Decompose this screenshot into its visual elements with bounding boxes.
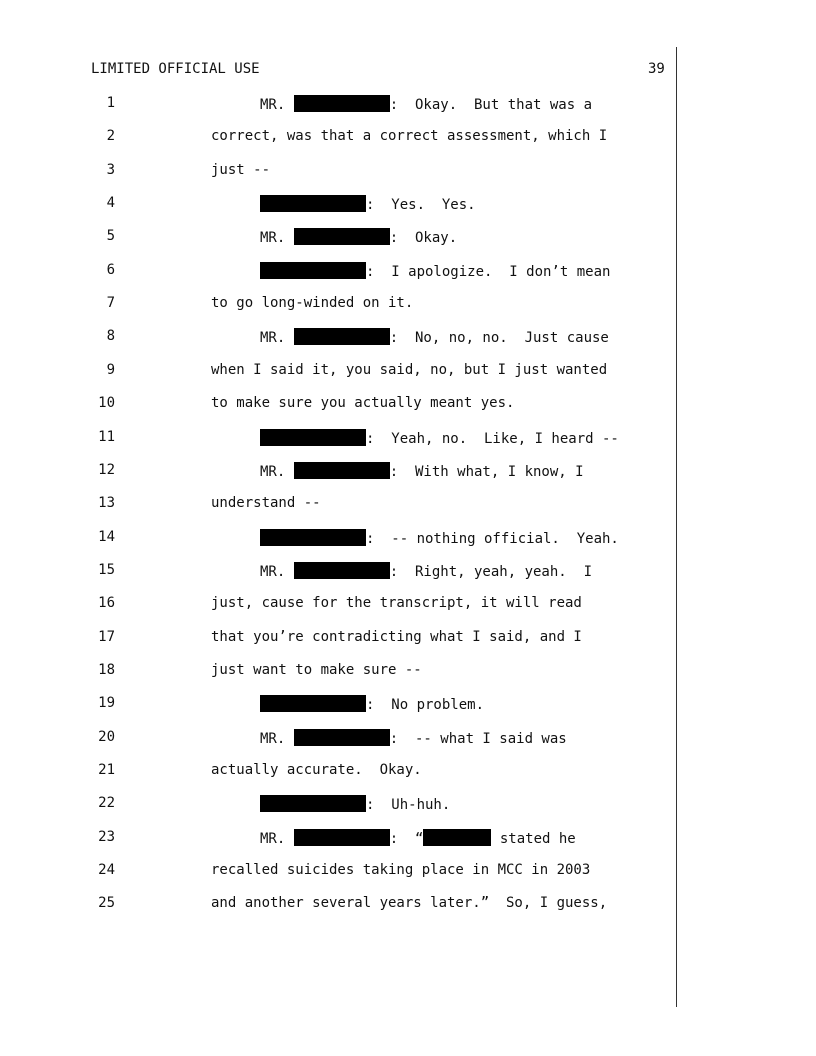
line-number: 5 xyxy=(106,228,115,244)
spoken-text: just -- xyxy=(211,162,271,178)
line-text xyxy=(211,162,270,178)
line-number: 23 xyxy=(98,829,115,845)
line-text xyxy=(260,328,609,346)
transcript-line xyxy=(0,895,680,915)
transcript-line xyxy=(0,495,680,515)
transcript-line xyxy=(0,795,680,815)
transcript-line xyxy=(0,228,680,248)
spoken-text: : -- what I said was xyxy=(389,731,567,747)
line-text xyxy=(211,629,582,645)
redaction-block xyxy=(260,429,366,446)
spoken-text: : Okay. xyxy=(389,230,458,246)
spoken-text: : “ xyxy=(389,831,424,847)
spoken-text: and another several years later.” So, I guess, xyxy=(211,895,608,911)
line-text xyxy=(211,595,582,611)
redaction-block xyxy=(260,795,366,812)
line-text xyxy=(211,895,607,911)
spoken-text: actually accurate. Okay. xyxy=(211,762,422,778)
transcript-line xyxy=(0,195,680,215)
transcript-line xyxy=(0,662,680,682)
line-text xyxy=(211,362,607,378)
transcript-line xyxy=(0,429,680,449)
line-number: 2 xyxy=(106,128,115,144)
transcript-line xyxy=(0,362,680,382)
transcript-line xyxy=(0,629,680,649)
transcript-line xyxy=(0,562,680,582)
spoken-text: to make sure you actually meant yes. xyxy=(211,395,515,411)
line-number: 3 xyxy=(106,162,115,178)
spoken-text: : Uh-huh. xyxy=(366,797,451,813)
spoken-text: : With what, I know, I xyxy=(389,464,584,480)
line-number: 1 xyxy=(106,95,115,111)
line-number: 22 xyxy=(98,795,115,811)
line-text xyxy=(260,462,584,480)
line-text xyxy=(211,662,422,678)
speaker-prefix: MR. xyxy=(260,464,294,480)
spoken-text: just want to make sure -- xyxy=(211,662,422,678)
spoken-text: : I apologize. I don’t mean xyxy=(366,264,611,280)
speaker-prefix: MR. xyxy=(260,330,294,346)
spoken-text: : Yes. Yes. xyxy=(366,197,476,213)
line-text xyxy=(211,862,590,878)
spoken-text: just, cause for the transcript, it will read xyxy=(211,595,582,611)
speaker-prefix: MR. xyxy=(260,831,294,847)
line-number: 4 xyxy=(106,195,115,211)
line-number: 20 xyxy=(98,729,115,745)
line-text xyxy=(260,729,567,747)
line-text xyxy=(260,562,592,580)
transcript-line xyxy=(0,162,680,182)
line-number: 19 xyxy=(98,695,115,711)
transcript-line xyxy=(0,262,680,282)
spoken-text: correct, was that a correct assessment, which I xyxy=(211,128,608,144)
redaction-block xyxy=(294,95,390,112)
line-number: 11 xyxy=(98,429,115,445)
transcript-line xyxy=(0,862,680,882)
line-number: 18 xyxy=(98,662,115,678)
line-number: 9 xyxy=(106,362,115,378)
line-text xyxy=(260,829,576,847)
redaction-block xyxy=(260,529,366,546)
transcript-line xyxy=(0,762,680,782)
line-number: 24 xyxy=(98,862,115,878)
line-text xyxy=(211,762,422,778)
spoken-text: : Right, yeah, yeah. I xyxy=(389,564,593,580)
line-number: 12 xyxy=(98,462,115,478)
line-text xyxy=(211,495,321,511)
page-number: 39 xyxy=(648,61,665,77)
spoken-text-continued: stated he xyxy=(491,831,576,847)
transcript-line xyxy=(0,829,680,849)
spoken-text: to go long-winded on it. xyxy=(211,295,414,311)
redaction-block xyxy=(294,829,390,846)
transcript-line xyxy=(0,395,680,415)
line-number: 7 xyxy=(106,295,115,311)
redaction-block xyxy=(294,562,390,579)
transcript-line xyxy=(0,529,680,549)
spoken-text: : Yeah, no. Like, I heard -- xyxy=(366,431,619,447)
classification-header: LIMITED OFFICIAL USE xyxy=(91,61,260,77)
line-text xyxy=(211,295,413,311)
spoken-text: that you’re contradicting what I said, and I xyxy=(211,629,582,645)
line-text xyxy=(260,695,484,713)
transcript-line xyxy=(0,95,680,115)
line-number: 13 xyxy=(98,495,115,511)
spoken-text: : No, no, no. Just cause xyxy=(389,330,609,346)
transcript-line xyxy=(0,595,680,615)
transcript-line xyxy=(0,462,680,482)
line-text xyxy=(260,529,619,547)
line-number: 15 xyxy=(98,562,115,578)
line-text xyxy=(260,262,610,280)
transcript-line xyxy=(0,128,680,148)
transcript-line xyxy=(0,695,680,715)
speaker-prefix: MR. xyxy=(260,731,294,747)
speaker-prefix: MR. xyxy=(260,564,294,580)
line-number: 10 xyxy=(98,395,115,411)
redaction-block xyxy=(294,462,390,479)
speaker-prefix: MR. xyxy=(260,230,294,246)
line-number: 14 xyxy=(98,529,115,545)
transcript-line xyxy=(0,729,680,749)
redaction-block xyxy=(423,829,491,846)
transcript-line xyxy=(0,328,680,348)
line-text xyxy=(260,95,592,113)
line-text xyxy=(260,795,450,813)
spoken-text: : Okay. But that was a xyxy=(389,97,593,113)
line-text xyxy=(211,128,607,144)
spoken-text: understand -- xyxy=(211,495,321,511)
spoken-text: : No problem. xyxy=(366,697,485,713)
redaction-block xyxy=(260,262,366,279)
line-number: 17 xyxy=(98,629,115,645)
redaction-block xyxy=(260,695,366,712)
redaction-block xyxy=(294,328,390,345)
redaction-block xyxy=(294,228,390,245)
spoken-text: : -- nothing official. Yeah. xyxy=(366,531,619,547)
line-text xyxy=(260,228,457,246)
line-text xyxy=(211,395,514,411)
redaction-block xyxy=(260,195,366,212)
redaction-block xyxy=(294,729,390,746)
line-number: 21 xyxy=(98,762,115,778)
line-text xyxy=(260,195,476,213)
line-number: 16 xyxy=(98,595,115,611)
line-number: 6 xyxy=(106,262,115,278)
spoken-text: when I said it, you said, no, but I just wanted xyxy=(211,362,608,378)
transcript-line xyxy=(0,295,680,315)
line-number: 25 xyxy=(98,895,115,911)
line-number: 8 xyxy=(106,328,115,344)
speaker-prefix: MR. xyxy=(260,97,294,113)
spoken-text: recalled suicides taking place in MCC in 2003 xyxy=(211,862,591,878)
line-text xyxy=(260,429,619,447)
